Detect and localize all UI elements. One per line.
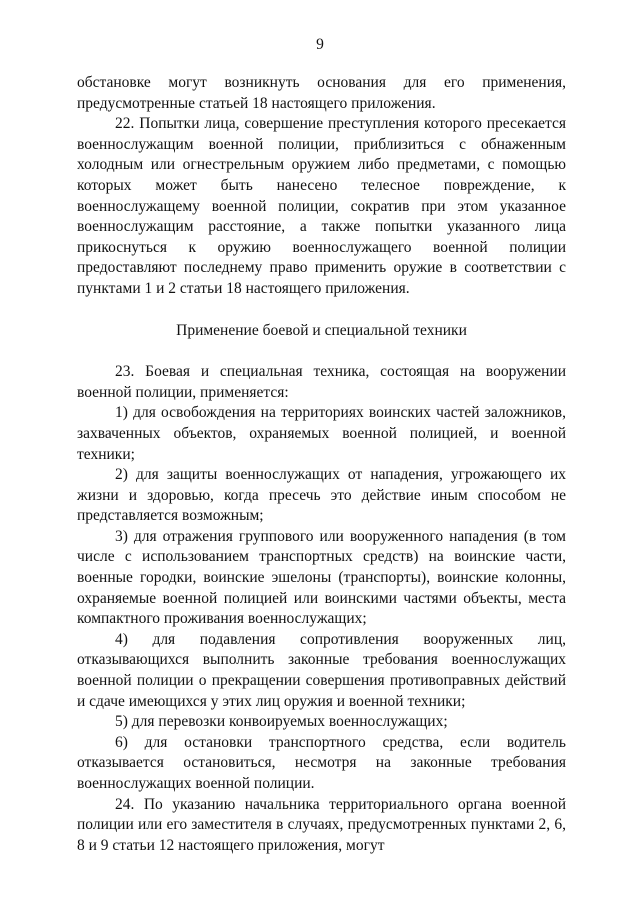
list-item-5: 5) для перевозки конвоируемых военнослужащих; [115,713,448,731]
list-item-6: 6) для остановки транспортного средства, если водитель отказывается остановиться, несмотря на законные требования военнослужащих военной полиции. [77,733,566,792]
section-heading: Применение боевой и специальной техники [176,321,467,339]
paragraph-23: 23. Боевая и специальная техника, состоящая на вооружении военной полиции, применяется: [77,363,566,401]
list-item-3: 3) для отражения группового или вооруженного нападения (в том числе с использованием транспортных средств) на воинские части, военные городки, воинские эшелоны (транспорты), воинские колонны, охраняемые военной полицией или воинскими частями объекты, места компактного проживания военнослужащих; [77,527,566,628]
paragraph-24: 24. По указанию начальника территориального органа военной полиции или его заместителя в случаях, предусмотренных пунктами 2, 6, 8 и 9 статьи 12 настоящего приложения, могут [77,795,566,854]
paragraph-continuation: обстановке могут возникнуть основания для его применения, предусмотренные статьей 18 настоящего приложения. [77,74,566,112]
paragraph-22: 22. Попытки лица, совершение преступления которого пресекается военнослужащим военной полиции, приблизиться с обнаженным холодным или огнестрельным оружием либо предметами, с помощью которых может быть нанесено телесное повреждение, к военнослужащему военной полиции, сократив при этом указанное военнослужащим расстояние, а также попытки указанного лица прикоснуться к оружию военнослужащего военной полиции предоставляют последнему право применить оружие в соответствии с пунктами 1 и 2 статьи 18 настоящего приложения. [77,115,566,297]
page-number: 9 [316,36,324,53]
document-body [77,73,566,856]
list-item-4: 4) для подавления сопротивления вооруженных лиц, отказывающихся выполнить законные требования военнослужащих военной полиции о прекращении совершения противоправных действий и сдаче имеющихся у этих лиц оружия и военной техники; [77,630,566,710]
list-item-1: 1) для освобождения на территориях воинских частей заложников, захваченных объектов, охраняемых военной полицией, и военной техники; [77,404,566,463]
list-item-2: 2) для защиты военнослужащих от нападения, угрожающего их жизни и здоровью, когда пресечь это действие иным способом не представляется возможным; [77,466,566,525]
